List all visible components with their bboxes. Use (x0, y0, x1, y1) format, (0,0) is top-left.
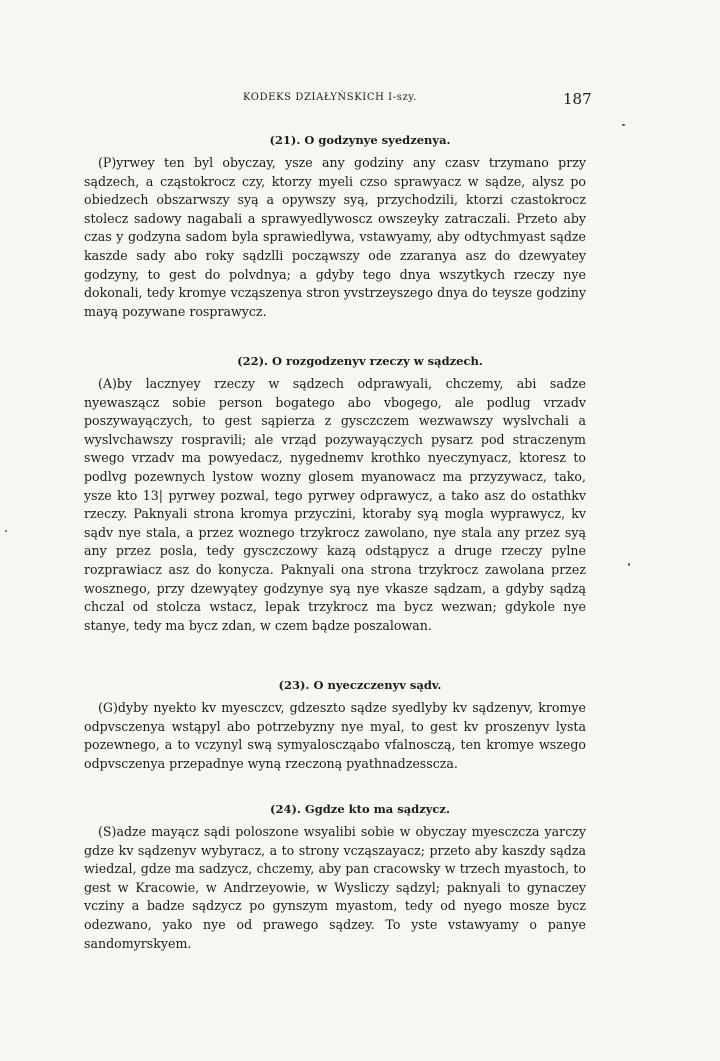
section-text-24: (S)adze mayącz sądi poloszone wsyalibi sobie w obyczay myesczcza yarczy gdze kv sądzenyv wybyracz, a to strony vcząszayacz; przeto aby kaszdy sądza wiedzal, gdze ma sadzycz, chczemy, aby pan cracowsky w trzech myastoch, to gest w Kracowie, w Andrzeyowie, w Wysliczy sądzyl; paknyali to gynaczey vcziny a badze sądzycz po gynszym myastom, tedy od nyego mosze bycz odezwano, yako nye od prawego sądzey. To yste vstawyamy o panye sandomyrskyem. (84, 824, 586, 951)
section-heading-23: (23). O nyeczczenyv sądv. (278, 678, 442, 692)
scan-speck (622, 124, 625, 126)
section-heading-24: (24). Ggdze kto ma sądzycz. (270, 802, 450, 816)
section-heading-21: (21). O godzynye syedzenya. (269, 133, 451, 147)
running-title: KODEKS DZIAŁYŃSKICH I-szy. (242, 92, 418, 103)
scan-speck (628, 563, 630, 566)
section-heading-22: (22). O rozgodzenyv rzeczy w sądzech. (237, 354, 483, 368)
section-text-22: (A)by lacznyey rzeczy w sądzech odprawyali, chczemy, abi sadze nyewaszącz sobie person bogatego abo vbogego, ale podlug vrzadv poszywayączych, to gest sąpierza z gysczczem wezwawszy wyslvchali a wyslvchawszy rospravili; ale vrząd pozywayączych pysarz pod straczenym swego vrzadv ma powyedacz, nygednemv krothko nyeczynyacz, ktoresz to podlvg pozewnych lystow wozny glosem myanowacz ma przyzywacz, tako, ysze kto 13| pyrwey pozwal, tego pyrwey odprawycz, a tako asz do ostathkv rzeczy. Paknyali strona kromya przyczini, ktoraby syą mogla wyprawycz, kv sądv nye stala, a przez woznego trzykrocz zawolano, nye stala any przez syą any przez posla, tedy gysczczowy kazą odstąpycz a druge rzeczy pylne rozprawiacz asz do konycza. Paknyali ona strona trzykrocz zawolana przez wosznego, przy dzewyątey godzynye syą nye vkasze sądzam, a gdyby sądzą chczal od stolcza wstacz, lepak trzykrocz ma bycz wezwan; gdykole nye stanye, tedy ma bycz zdan, w czem bądze poszalowan. (84, 376, 586, 633)
section-text-21: (P)yrwey ten byl obyczay, ysze any godziny any czasv trzymano przy sądzech, a cząstokrocz czy, ktorzy myeli czso sprawyacz w sądze, alysz po obiedzech obszarwszy syą a opywszy syą, przychodzili, ktorzi czastokrocz stolecz sadowy nagabali a sprawyedlywoscz owszeyky zatraczali. Przeto aby czas y godzyna sadom byla sprawiedlywa, vstawyamy, aby odtychmyast sądze kaszde sady abo roky sądzlli począwszy ode zzaranya asz do dzewyatey godzyny, to gest do polvdnya; a gdyby tego dnya wszytkych rzeczy nye dokonali, tedy kromye vcząszenya stron yvstrzeyszego dnya do teysze godziny mayą pozywane rosprawycz. (84, 155, 586, 319)
page-number: 187 (563, 90, 592, 108)
scan-speck (5, 530, 7, 532)
section-text-23: (G)dyby nyekto kv myesczcv, gdzeszto sądze syedlyby kv sądzenyv, kromye odpvsczenya wstąpyl abo potrzebyzny nye myal, to gest kv proszenyv lysta pozewnego, a to vczynyl swą symyaloscząabo vfalnosczą, ten kromye wszego odpvsczenya przepadnye wyną rzeczoną pyathnadzesscza. (84, 700, 586, 771)
